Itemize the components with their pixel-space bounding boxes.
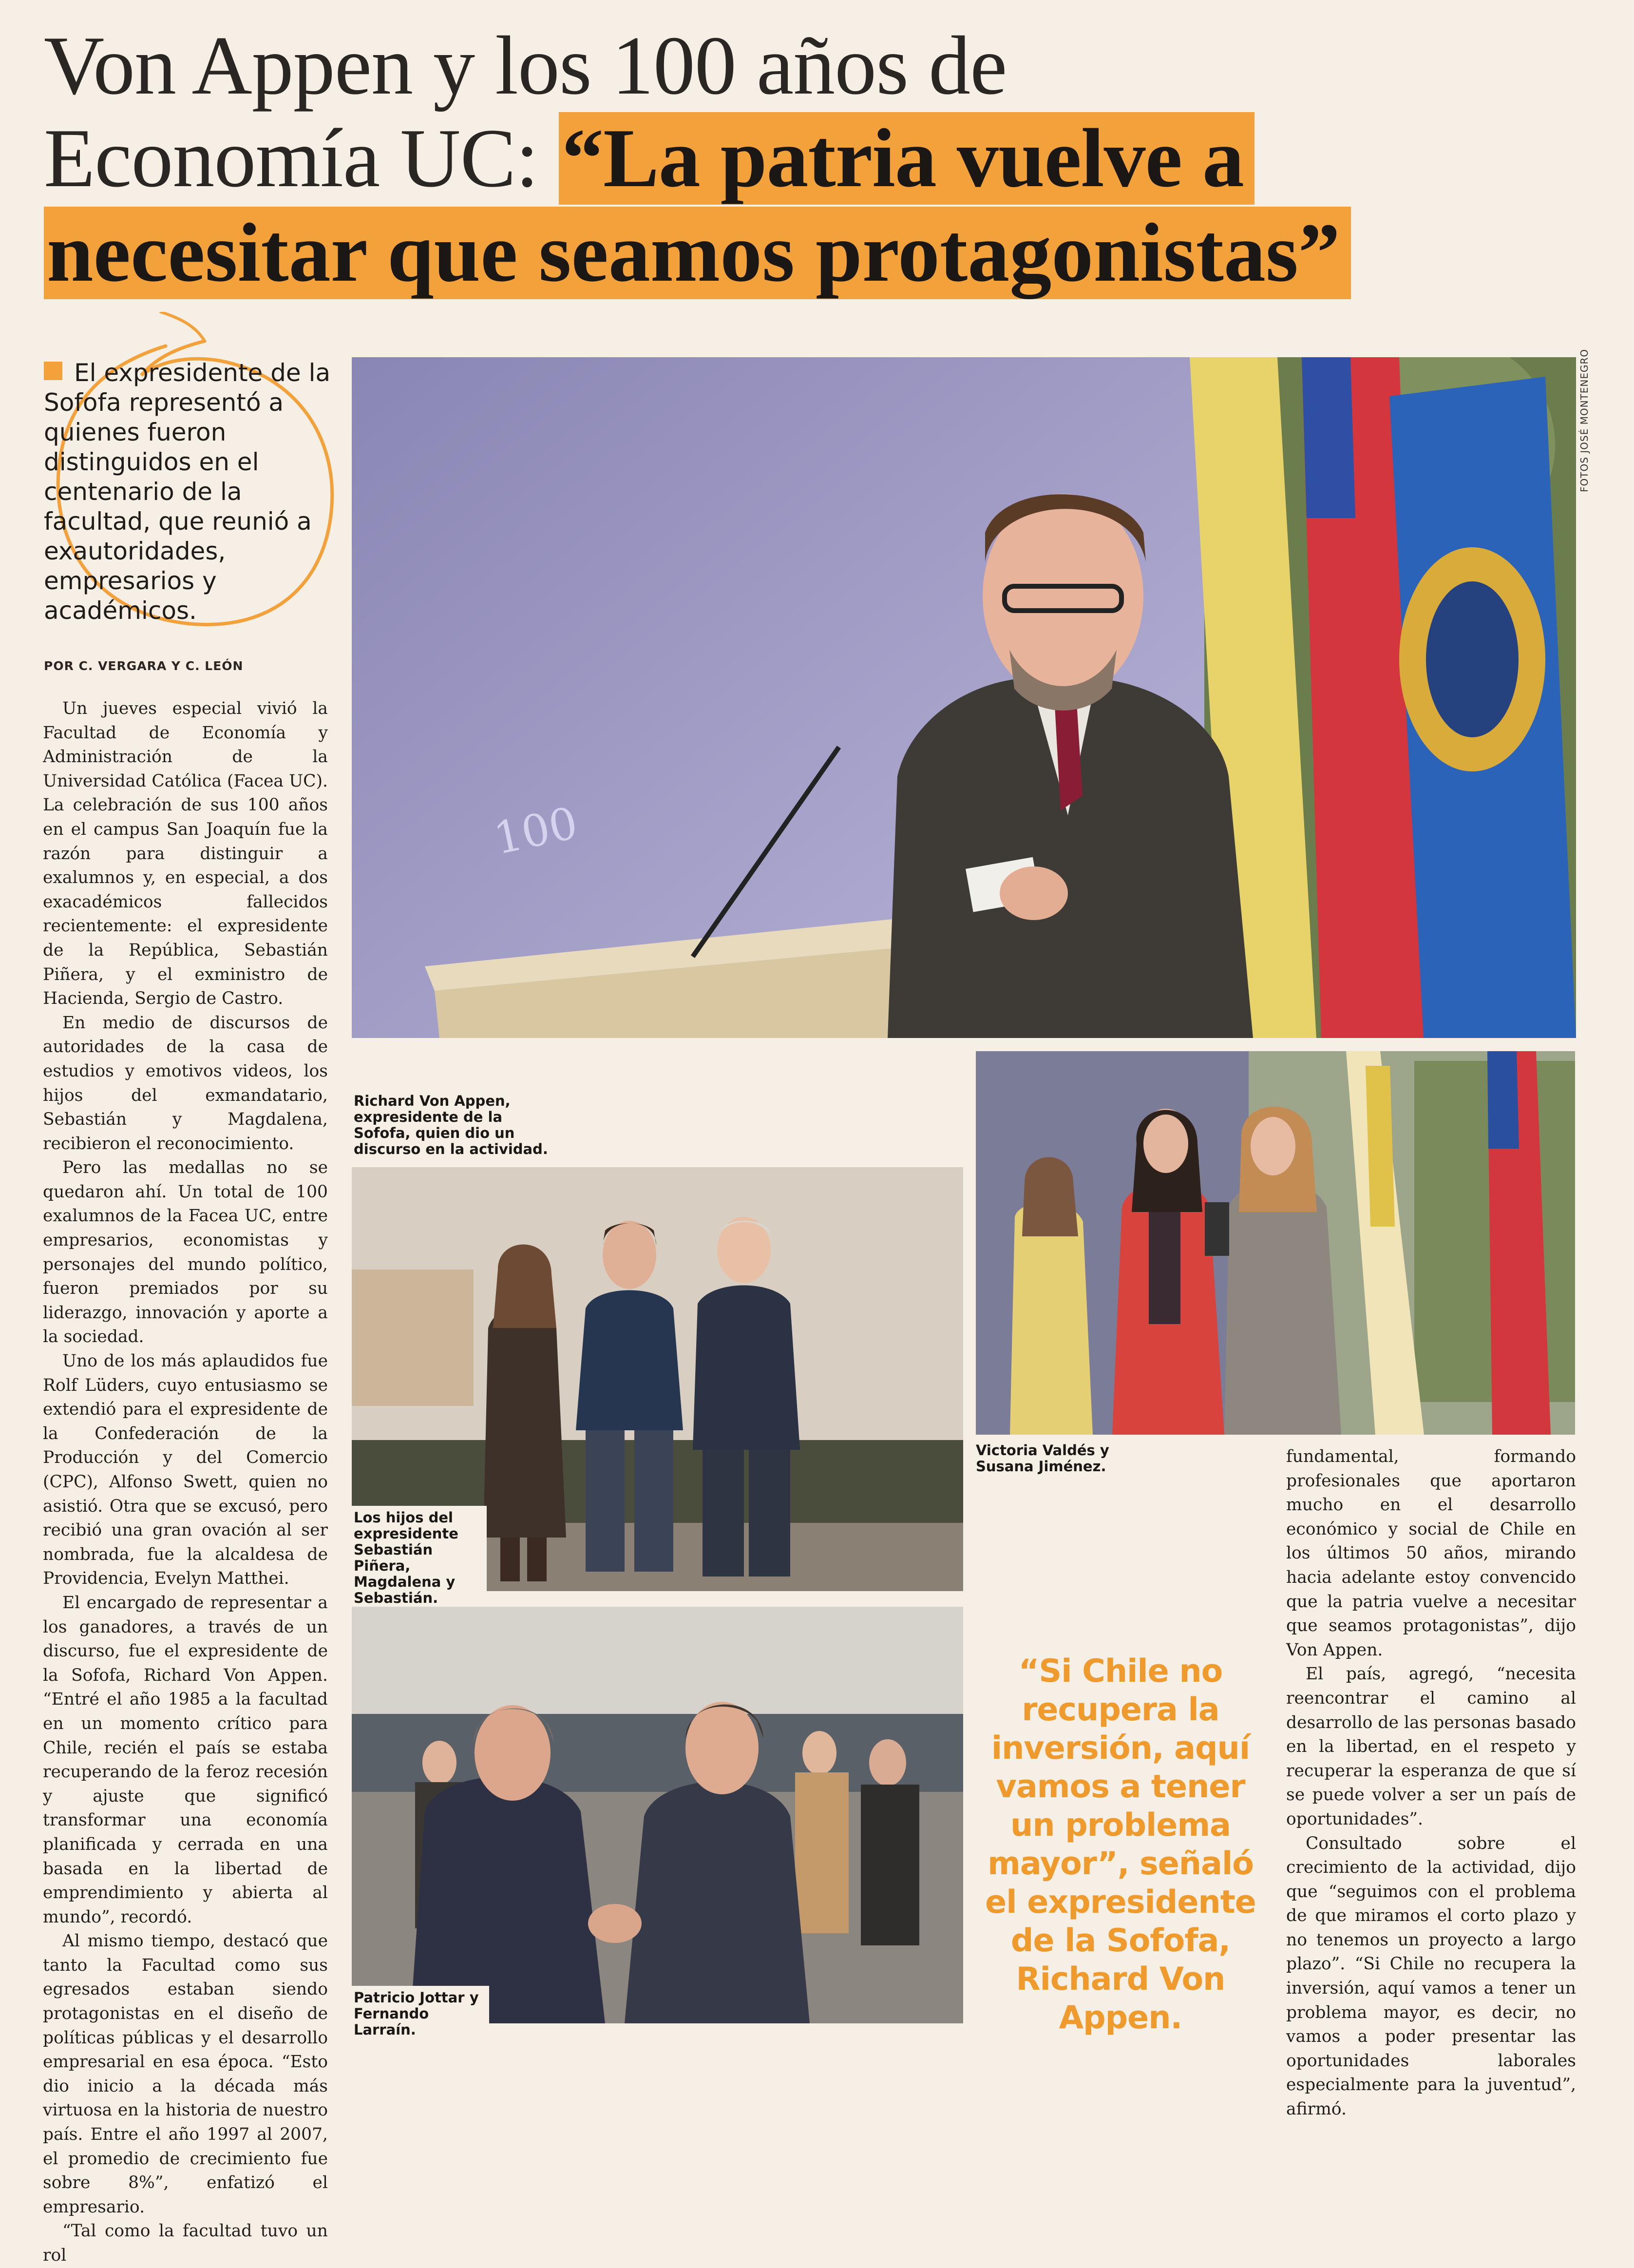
headline-highlight-b: necesitar que seamos protagonistas” <box>44 207 1351 299</box>
lead-text: El expresidente de la Sofofa representó a quienes fueron distinguidos en el centenario de la facultad, que reunió a exautoridades, empresarios y académicos. <box>44 359 331 625</box>
caption-victoria: Victoria Valdés y Susana Jiménez. <box>976 1442 1171 1475</box>
byline: POR C. VERGARA Y C. LEÓN <box>44 659 244 673</box>
caption-main: Richard Von Appen, expresidente de la Sofofa, quien dio un discurso en la actividad. <box>352 1089 553 1162</box>
pull-quote: “Si Chile no recupera la inversión, aquí vamos a tener un problema mayor”, señaló el expresidente de la Sofofa, Richard Von Appen. <box>985 1653 1256 2036</box>
photo-credit: FOTOS JOSÉ MONTENEGRO <box>1578 348 1590 492</box>
caption-patricio: Patricio Jottar y Fernando Larraín. <box>352 1986 489 2042</box>
body-paragraph: Pero las medallas no se quedaron ahí. Un total de 100 exalumnos de la Facea UC, entre empresarios, economistas y personajes del mundo político, fueron premiados por su liderazgo, innovación y aporte a la sociedad. <box>43 1158 328 1347</box>
headline-highlight-a: “La patria vuelve a <box>559 112 1254 205</box>
headline-line-2-light: Economía UC: <box>44 112 539 205</box>
body-column-1 <box>43 697 328 2268</box>
svg-text:100: 100 <box>489 797 582 865</box>
body-paragraph: El país, agregó, “necesita reencontrar el camino al desarrollo de las personas basado en la libertad, en el respeto y recuperar la esperanza de que sí se puede volver a ser un país de oportunidades”. <box>1286 1664 1576 1829</box>
body-paragraph: Uno de los más aplaudidos fue Rolf Lüders, cuyo entusiasmo se extendió para el expresidente de la Confederación de la Producción y del Comercio (CPC), Alfonso Swett, quien no asistió. Otra que se excusó, pero recibió una gran ovación al ser nombrada, fue la alcaldesa de Providencia, Evelyn Matthei. <box>43 1351 328 1589</box>
headline <box>44 19 1554 299</box>
headline-line-1: Von Appen y los 100 años de <box>44 19 1007 112</box>
body-column-3 <box>1286 1445 1576 2122</box>
photo-jottar-larrain <box>352 1607 963 2023</box>
photo-main-speaker <box>352 357 1576 1038</box>
caption-hijos: Los hijos del expresidente Sebastián Piñera, Magdalena y Sebastián. <box>352 1506 487 1610</box>
headline-line-3 <box>44 207 1554 299</box>
body-paragraph: Consultado sobre el crecimiento de la actividad, dijo que “seguimos con el problema de que miramos el corto plazo y no tenemos un proyecto a largo plazo”. “Si Chile no recupera la inversión, aquí vamos a tener un problema mayor, es decir, no vamos a poder presentar las oportunidades laborales especialmente para la juventud”, afirmó. <box>1286 1833 1576 2119</box>
body-paragraph: “Tal como la facultad tuvo un rol <box>43 2221 328 2265</box>
body-paragraph: Un jueves especial vivió la Facultad de Economía y Administración de la Universidad Católica (Facea UC). La celebración de sus 100 años en el campus San Joaquín fue la razón para distinguir a exalumnos y, en especial, a dos exacadémicos fallecidos recientemente: el expresidente de la República, Sebastián Piñera, y el exministro de Hacienda, Sergio de Castro. <box>43 699 328 1009</box>
body-paragraph: Al mismo tiempo, destacó que tanto la Facultad como sus egresados estaban siendo protagonistas en el diseño de políticas públicas y el desarrollo empresarial en esa época. “Esto dio inicio a la década más virtuosa en la historia de nuestro país. Entre el año 1997 al 2007, el promedio de crecimiento fue sobre 8%”, enfatizó el empresario. <box>43 1931 328 2217</box>
body-paragraph: fundamental, formando profesionales que aportaron mucho en el desarrollo económico y social de Chile en los últimos 50 años, mirando hacia adelante estoy convencido que la patria vuelve a necesitar que seamos protagonistas”, dijo Von Appen. <box>1286 1447 1576 1660</box>
body-paragraph: En medio de discursos de autoridades de la casa de estudios y emotivos videos, los hijos del exmandatario, Sebastián y Magdalena, recibieron el reconocimiento. <box>43 1013 328 1153</box>
headline-line-2 <box>44 112 1554 205</box>
bullet-square-icon <box>44 362 62 380</box>
body-paragraph: El encargado de representar a los ganadores, a través de un discurso, fue el expresidente de la Sofofa, Richard Von Appen. “Entré el año 1985 a la facultad en un momento crítico para Chile, recién el país se estaba recuperando de la feroz recesión y ajuste que significó transformar una economía planificada y cerrada en una basada en la libertad de emprendimiento y abierta al mundo”, recordó. <box>43 1593 328 1927</box>
photo-victoria-susana <box>976 1051 1575 1435</box>
lead-paragraph <box>44 358 336 626</box>
